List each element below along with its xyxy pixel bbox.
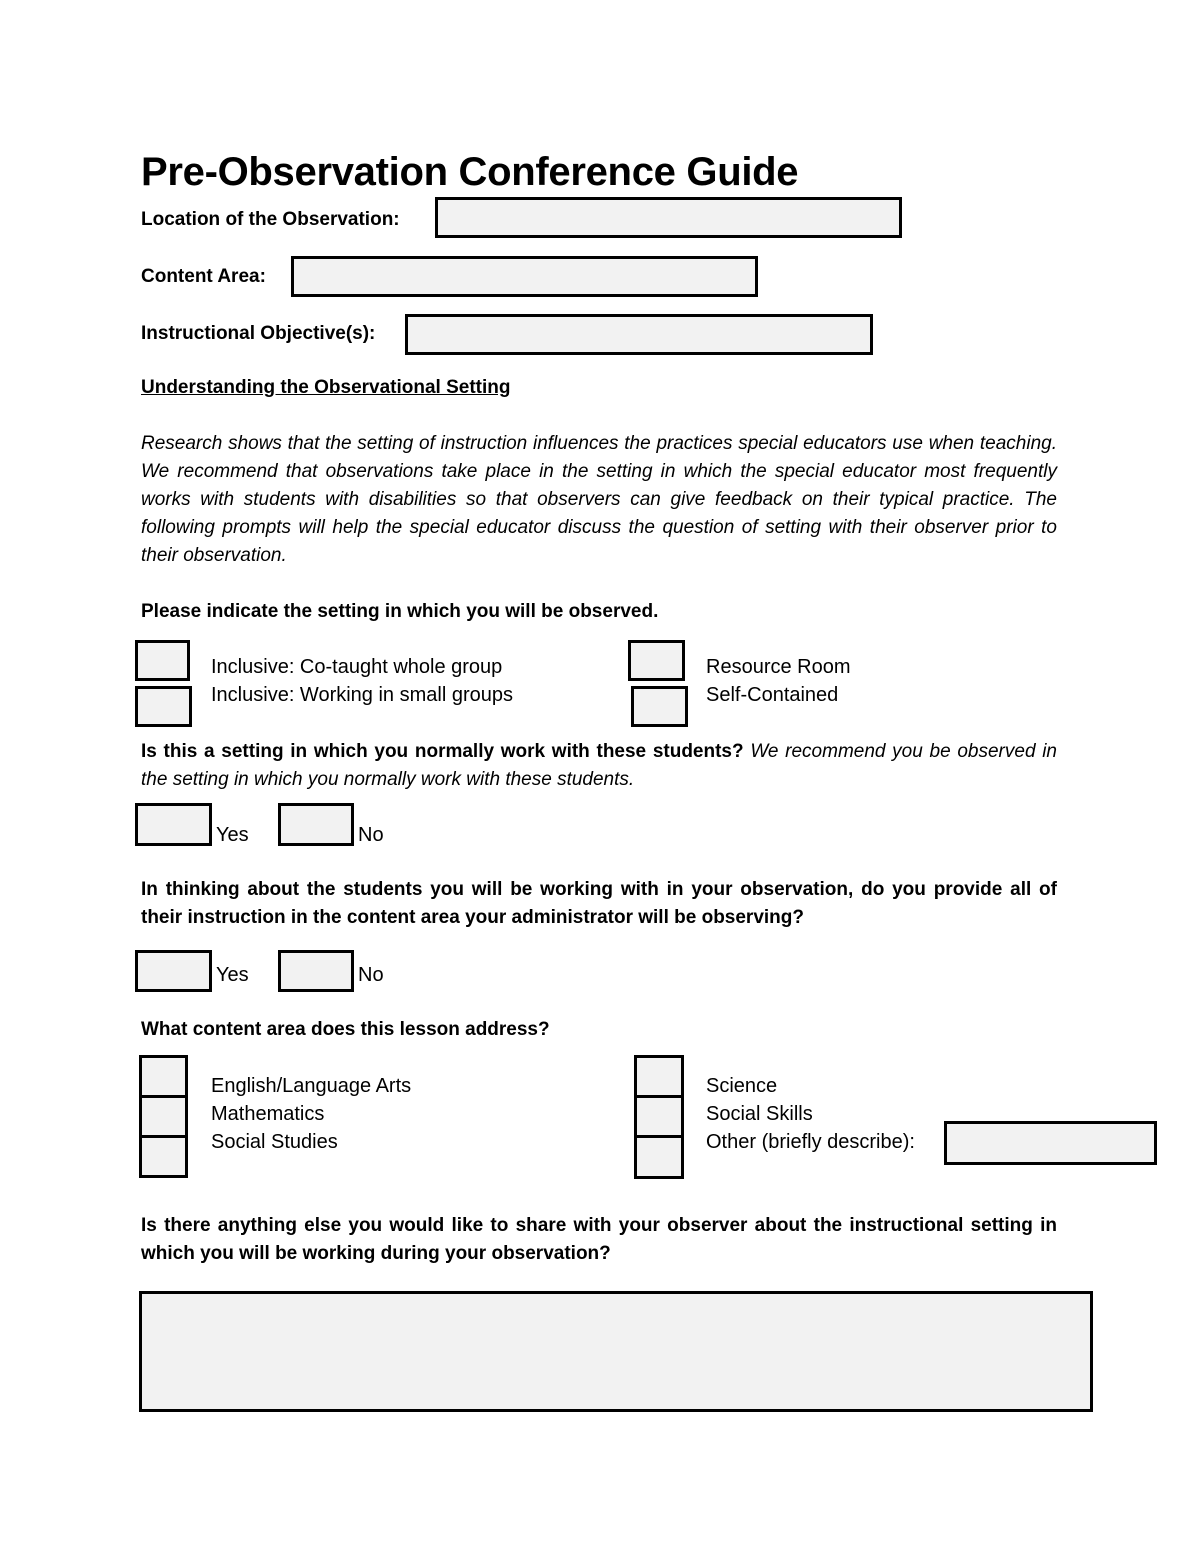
option-science: Science [706, 1075, 778, 1097]
option-other: Other (briefly describe): [706, 1131, 915, 1153]
page-title: Pre-Observation Conference Guide [141, 150, 799, 194]
location-label: Location of the Observation: [141, 209, 400, 230]
location-field[interactable] [435, 197, 902, 238]
normal-setting-prompt: Is this a setting in which you normally work with these students? [141, 741, 744, 762]
checkbox-social-skills[interactable] [634, 1095, 684, 1138]
option-resource-room: Resource Room [706, 656, 851, 678]
normal-setting-question [141, 738, 1057, 794]
option-small-groups: Inclusive: Working in small groups [211, 684, 513, 706]
option-co-taught: Inclusive: Co-taught whole group [211, 656, 503, 678]
checkbox-social-studies[interactable] [139, 1135, 188, 1178]
other-description-field[interactable] [944, 1121, 1157, 1165]
content-area-question: What content area does this lesson address? [141, 1019, 550, 1040]
normal-setting-note: We recommend you be observed in the setting in which you normally work with these students. [141, 741, 1057, 790]
option-self-contained: Self-Contained [706, 684, 839, 706]
checkbox-co-taught[interactable] [135, 640, 190, 681]
setting-intro-paragraph: Research shows that the setting of instruction influences the practices special educators use when teaching. We recommend that observations take place in the setting in which the special educator most frequently works with students with disabilities so that observers can give feedback on their typical practice. The following prompts will help the special educator discuss the question of setting with their observer prior to their observation. [141, 433, 1057, 566]
checkbox-science[interactable] [634, 1055, 684, 1098]
objectives-label: Instructional Objective(s): [141, 323, 376, 344]
option-mathematics: Mathematics [211, 1103, 325, 1125]
setting-question: Please indicate the setting in which you will be observed. [141, 601, 659, 622]
checkbox-mathematics[interactable] [139, 1095, 188, 1138]
content-area-label: Content Area: [141, 266, 266, 287]
label-normal-yes: Yes [216, 824, 249, 846]
content-area-field[interactable] [291, 256, 758, 297]
checkbox-normal-yes[interactable] [135, 803, 212, 846]
checkbox-small-groups[interactable] [135, 686, 192, 727]
label-all-instruction-no: No [358, 964, 384, 986]
label-all-instruction-yes: Yes [216, 964, 249, 986]
checkbox-other[interactable] [634, 1135, 684, 1179]
setting-section-heading: Understanding the Observational Setting [141, 377, 511, 398]
checkbox-resource-room[interactable] [628, 640, 685, 681]
option-ela: English/Language Arts [211, 1075, 412, 1097]
checkbox-all-instruction-no[interactable] [278, 950, 354, 992]
all-instruction-question: In thinking about the students you will be working with in your observation, do you provide all of their instruction in the content area your administrator will be observing? [141, 879, 1057, 928]
anything-else-question: Is there anything else you would like to share with your observer about the instructional setting in which you will be working during your observation? [141, 1215, 1057, 1264]
anything-else-textarea[interactable] [139, 1291, 1093, 1412]
option-social-studies: Social Studies [211, 1131, 338, 1153]
option-social-skills: Social Skills [706, 1103, 813, 1125]
checkbox-self-contained[interactable] [631, 686, 688, 727]
objectives-field[interactable] [405, 314, 873, 355]
label-normal-no: No [358, 824, 384, 846]
checkbox-ela[interactable] [139, 1055, 188, 1098]
checkbox-all-instruction-yes[interactable] [135, 950, 212, 992]
checkbox-normal-no[interactable] [278, 803, 354, 846]
